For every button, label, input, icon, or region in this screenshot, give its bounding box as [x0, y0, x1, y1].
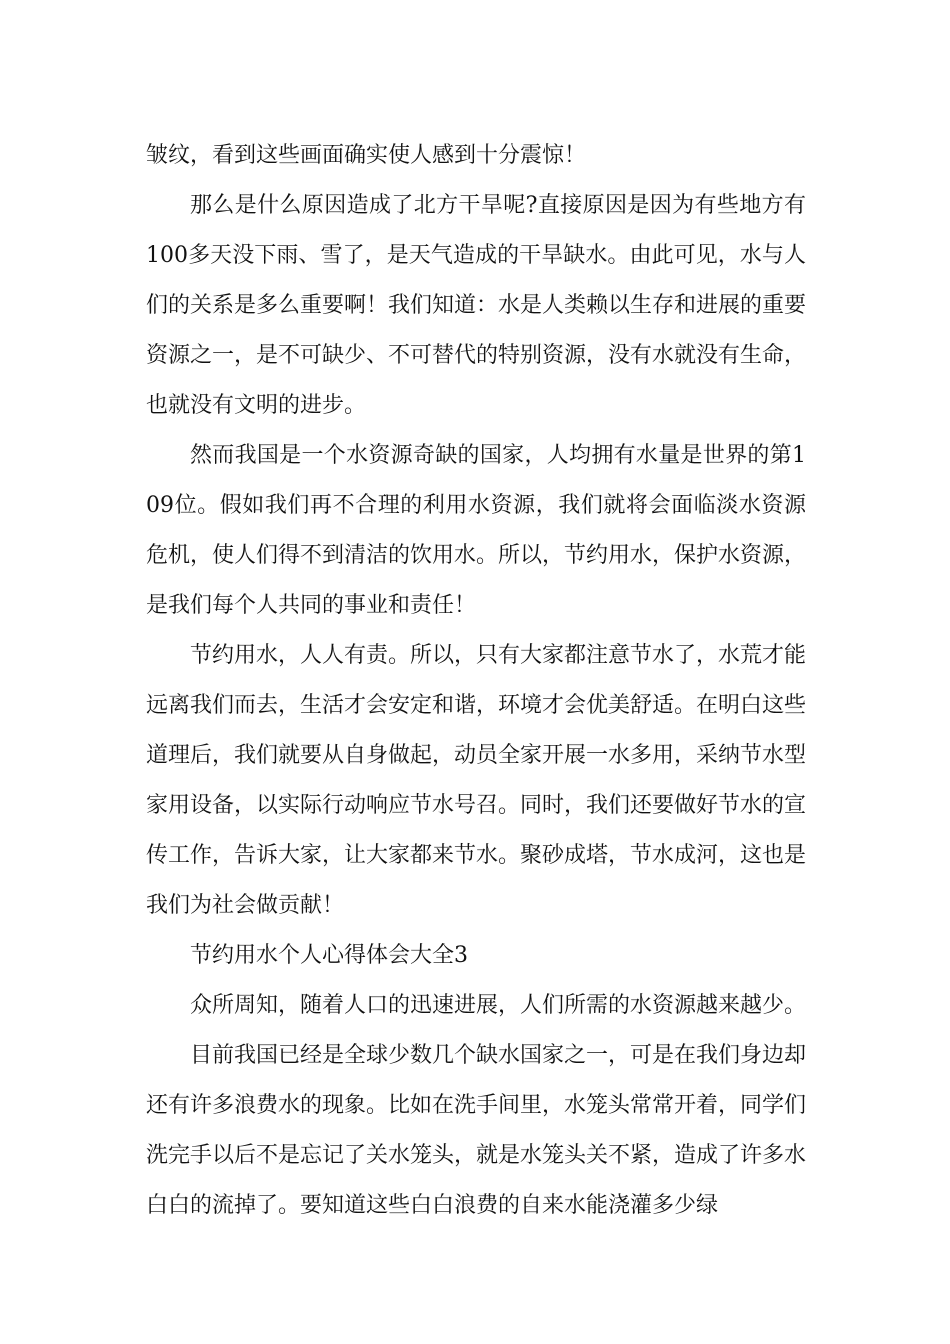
- body-text: [146, 131, 806, 1231]
- paragraph-1: 皱纹，看到这些画面确实使人感到十分震惊！: [146, 143, 587, 168]
- paragraph-4: 节约用水，人人有责。所以，只有大家都注意节水了，水荒才能远离我们而去，生活才会安定和谐，环境才会优美舒适。在明白这些道理后，我们就要从自身做起，动员全家开展一水多用，采纳节水型家用设备，以实际行动响应节水号召。同时，我们还要做好节水的宣传工作，告诉大家，让大家都来节水。聚砂成塔，节水成河，这也是我们为社会做贡献！: [146, 643, 807, 918]
- paragraph-6: 目前我国已经是全球少数几个缺水国家之一，可是在我们身边却还有许多浪费水的现象。比如在洗手间里，水笼头常常开着，同学们洗完手以后不是忘记了关水笼头，就是水笼头关不紧，造成了许多水白白的流掉了。要知道这些白白浪费的自来水能浇灌多少绿: [146, 1043, 807, 1218]
- section-heading: 节约用水个人心得体会大全3: [190, 943, 468, 968]
- paragraph-2: 那么是什么原因造成了北方干旱呢?直接原因是因为有些地方有100多天没下雨、雪了，是天气造成的干旱缺水。由此可见，水与人们的关系是多么重要啊！我们知道：水是人类赖以生存和进展的重要资源之一，是不可缺少、不可替代的特别资源，没有水就没有生命，也就没有文明的进步。: [146, 193, 807, 418]
- paragraph-5: 众所周知，随着人口的迅速进展，人们所需的水资源越来越少。: [190, 993, 807, 1018]
- paragraph-3: 然而我国是一个水资源奇缺的国家，人均拥有水量是世界的第109位。假如我们再不合理的利用水资源，我们就将会面临淡水资源危机，使人们得不到清洁的饮用水。所以，节约用水，保护水资源，是我们每个人共同的事业和责任！: [146, 443, 807, 618]
